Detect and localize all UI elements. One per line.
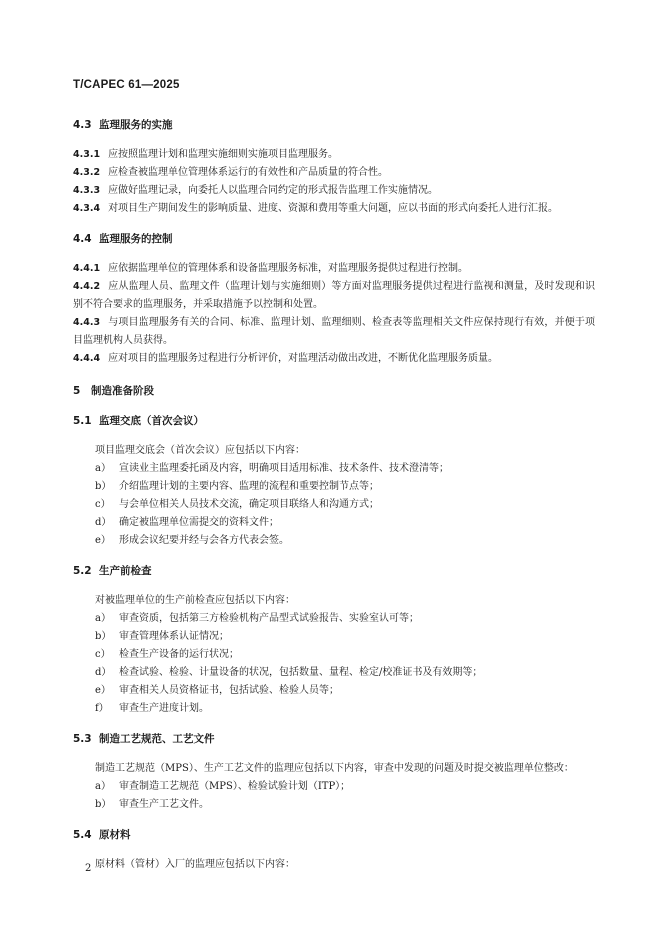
- section-intro: 项目监理交底会（首次会议）应包括以下内容：: [95, 445, 305, 456]
- section-5-4: [73, 826, 595, 874]
- list-item: b） 介绍监理计划的主要内容、监理的流程和重要控制节点等；: [95, 481, 379, 492]
- clause: 4.4.1 应依据监理单位的管理体系和设备监理服务标准，对监理服务提供过程进行控制。: [73, 263, 469, 274]
- list-item: e） 审查相关人员资格证书，包括试验、检验人员等；: [95, 685, 339, 696]
- list-item: d） 检查试验、检验、计量设备的状况，包括数量、量程、检定/校准证书及有效期等；: [95, 667, 483, 678]
- list-item: b） 审查生产工艺文件。: [95, 799, 209, 810]
- chapter-heading: 5 制造准备阶段: [73, 385, 154, 397]
- list-item: e） 形成会议纪要并经与会各方代表会签。: [95, 535, 289, 546]
- section-heading: 5.4 原材料: [73, 829, 131, 841]
- section-4-4: [73, 230, 595, 368]
- standard-code-header: T/CAPEC 61—2025: [73, 79, 180, 91]
- section-4-3: [73, 116, 595, 218]
- clause: 4.4.3 与项目监理服务有关的合同、标准、监理计划、监理细则、检查表等监理相关文件应保持现行有效，并便于项目监理机构人员获得。: [73, 317, 595, 346]
- document-body: [73, 116, 595, 886]
- list-item: d） 确定被监理单位需提交的资料文件；: [95, 517, 279, 528]
- section-5-2: [73, 562, 595, 718]
- section-intro: 制造工艺规范（MPS）、生产工艺文件的监理应包括以下内容，审查中发现的问题及时提交被监理单位整改：: [95, 763, 574, 774]
- section-5-1: [73, 412, 595, 550]
- section-5-3: [73, 730, 595, 814]
- list-item: c） 与会单位相关人员技术交流，确定项目联络人和沟通方式；: [95, 499, 379, 510]
- section-heading: 5.2 生产前检查: [73, 565, 152, 577]
- list-item: a） 审查制造工艺规范（MPS）、检验试验计划（ITP）；: [95, 781, 351, 792]
- list-item: a） 审查资质，包括第三方检验机构产品型式试验报告、实验室认可等；: [95, 613, 419, 624]
- clause: 4.3.3 应做好监理记录，向委托人以监理合同约定的形式报告监理工作实施情况。: [73, 185, 439, 196]
- section-heading: 5.3 制造工艺规范、工艺文件: [73, 733, 215, 745]
- section-intro: 对被监理单位的生产前检查应包括以下内容：: [95, 595, 295, 606]
- clause: 4.3.1 应按照监理计划和监理实施细则实施项目监理服务。: [73, 149, 339, 160]
- section-heading: 4.3 监理服务的实施: [73, 119, 173, 131]
- list-item: b） 审查管理体系认证情况；: [95, 631, 229, 642]
- clause: 4.3.2 应检查被监理单位管理体系运行的有效性和产品质量的符合性。: [73, 167, 389, 178]
- clause: 4.3.4 对项目生产期间发生的影响质量、进度、资源和费用等重大问题，应以书面的形式向委托人进行汇报。: [73, 203, 559, 214]
- section-heading: 5.1 监理交底（首次会议）: [73, 415, 204, 427]
- section-heading: 4.4 监理服务的控制: [73, 233, 173, 245]
- list-item: a） 宣读业主监理委托函及内容，明确项目适用标准、技术条件、技术澄清等；: [95, 463, 449, 474]
- list-item: f） 审查生产进度计划。: [95, 703, 209, 714]
- clause: 4.4.4 应对项目的监理服务过程进行分析评价，对监理活动做出改进，不断优化监理服务质量。: [73, 353, 499, 364]
- page-number: 2: [85, 863, 92, 874]
- list-item: c） 检查生产设备的运行状况；: [95, 649, 239, 660]
- clause: 4.4.2 应从监理人员、监理文件（监理计划与实施细则）等方面对监理服务提供过程进行监视和测量，及时发现和识别不符合要求的监理服务，并采取措施予以控制和处置。: [73, 281, 595, 310]
- section-intro: 原材料（管材）入厂的监理应包括以下内容：: [95, 859, 295, 870]
